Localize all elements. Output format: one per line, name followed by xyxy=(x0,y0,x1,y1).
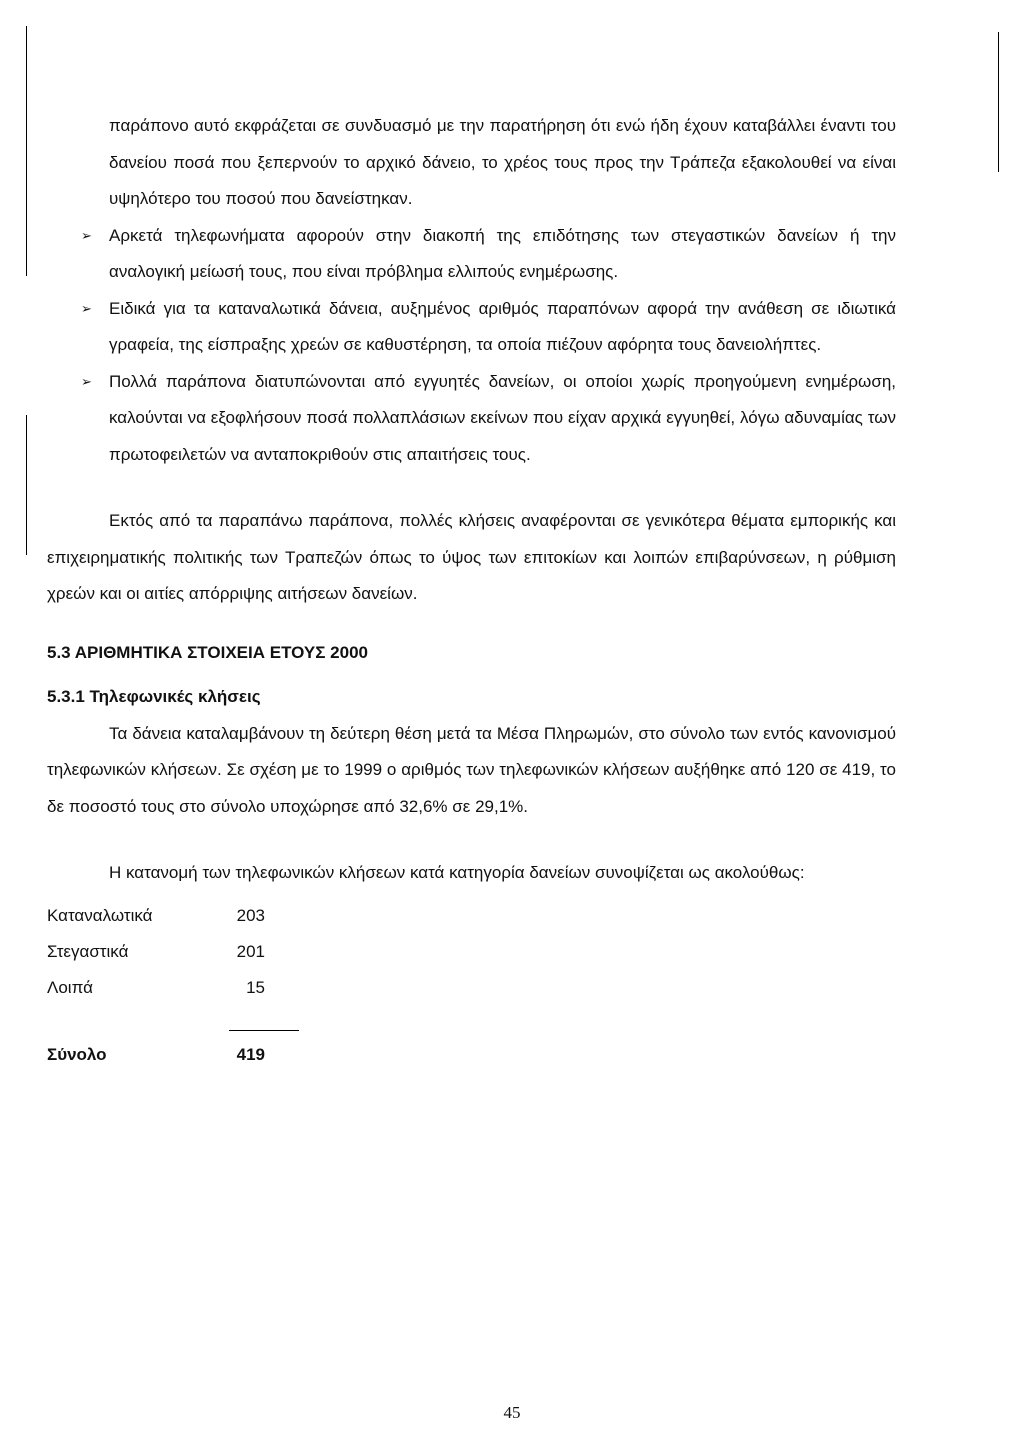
arrow-bullet-icon: ➢ xyxy=(81,373,92,389)
bullet-text: Πολλά παράπονα διατυπώνονται από εγγυητές δανείων, οι οποίοι χωρίς προηγούμενη ενημέρωση, καλούνται να εξοφλήσουν ποσά πολλαπλάσιων εκείνων που είχαν αρχικά εγγυηθεί, λόγω αδυναμίας των πρωτοφειλετών να ανταποκριθούν στις απαιτήσεις τους. xyxy=(109,371,896,464)
arrow-bullet-icon: ➢ xyxy=(81,300,92,316)
arrow-bullet-icon: ➢ xyxy=(81,227,92,243)
summary-row xyxy=(47,934,896,970)
summary-row-value: 201 xyxy=(236,941,265,961)
bullet-item xyxy=(47,218,896,291)
complaints-bullet-list xyxy=(47,218,896,474)
bullet-text: Ειδικά για τα καταναλωτικά δάνεια, αυξημένος αριθμός παραπόνων αφορά την ανάθεση σε ιδιωτικά γραφεία, της είσπραξης χρεών σε καθυστέρηση, τα οποία πιέζουν αφόρητα τους δανειολήπτες. xyxy=(109,298,896,354)
left-margin-line-top xyxy=(26,26,27,276)
bullet-text: Αρκετά τηλεφωνήματα αφορούν στην διακοπή της επιδότησης των στεγαστικών δανείων ή την αναλογική μείωσή τους, που είναι πρόβλημα ελλιπούς ενημέρωσης. xyxy=(109,225,896,281)
calls-paragraph: Τα δάνεια καταλαμβάνουν τη δεύτερη θέση μετά τα Μέσα Πληρωμών, στο σύνολο των εντός κανονισμού τηλεφωνικών κλήσεων. Σε σχέση με το 1999 ο αριθμός των τηλεφωνικών κλήσεων αυξήθηκε από 120 σε 419, το δε ποσοστό τους στο σύνολο υποχώρησε από 32,6% σε 29,1%. xyxy=(47,723,896,816)
summary-row-value: 203 xyxy=(236,905,265,925)
summary-row-value: 15 xyxy=(246,977,265,997)
section-heading: 5.3 ΑΡΙΘΜΗΤΙΚΑ ΣΤΟΙΧΕΙΑ ΕΤΟΥΣ 2000 xyxy=(47,642,368,662)
page-number: 45 xyxy=(503,1403,521,1422)
summary-row-label: Στεγαστικά xyxy=(47,941,129,961)
right-margin-line xyxy=(998,32,999,172)
intro-paragraph: παράπονο αυτό εκφράζεται σε συνδυασμό με την παρατήρηση ότι ενώ ήδη έχουν καταβάλλει έναντι του δανείου ποσά που ξεπερνούν το αρχικό δάνειο, το χρέος τους προς την Τράπεζα εξακολουθεί να είναι υψηλότερο του ποσού που δανείστηκαν. xyxy=(109,116,896,208)
summary-total-value: 419 xyxy=(236,1044,265,1064)
summary-row xyxy=(47,898,896,934)
total-divider xyxy=(229,1030,299,1031)
document-page xyxy=(47,108,896,1073)
calls-summary-table xyxy=(47,898,896,1073)
summary-row-label: Λοιπά xyxy=(47,977,93,997)
summary-row xyxy=(47,970,896,1006)
left-margin-line-bottom xyxy=(26,415,27,555)
general-complaints-paragraph: Εκτός από τα παραπάνω παράπονα, πολλές κλήσεις αναφέρονται σε γενικότερα θέματα εμπορικής και επιχειρηματικής πολιτικής των Τραπεζών όπως το ύψος των επιτοκίων και λοιπών επιβαρύνσεων, η ρύθμιση χρεών και οι αιτίες απόρριψης αιτήσεων δανείων. xyxy=(47,511,896,603)
summary-total-row xyxy=(47,1037,896,1073)
summary-row-label: Καταναλωτικά xyxy=(47,905,153,925)
bullet-item xyxy=(47,291,896,364)
distribution-paragraph: Η κατανομή των τηλεφωνικών κλήσεων κατά κατηγορία δανείων συνοψίζεται ως ακολούθως: xyxy=(109,863,805,882)
summary-total-label: Σύνολο xyxy=(47,1044,107,1064)
bullet-item xyxy=(47,364,896,474)
subsection-heading: 5.3.1 Τηλεφωνικές κλήσεις xyxy=(47,687,261,706)
